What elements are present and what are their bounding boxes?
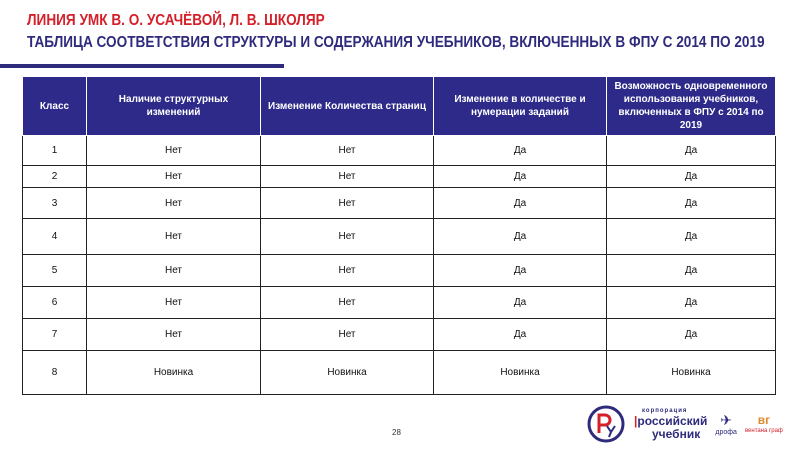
table-cell: Новинка — [261, 351, 434, 395]
table-cell: Нет — [261, 166, 434, 188]
table-row — [23, 319, 776, 351]
table-row — [23, 166, 776, 188]
table-cell: Да — [434, 188, 607, 219]
table-cell: Новинка — [434, 351, 607, 395]
table-cell: Да — [434, 166, 607, 188]
table-cell: Нет — [87, 255, 261, 287]
table-cell: Нет — [261, 287, 434, 319]
table-cell: Да — [607, 136, 776, 166]
table-cell: 1 — [23, 136, 87, 166]
table-cell: 7 — [23, 319, 87, 351]
table-cell: Нет — [87, 188, 261, 219]
table-row — [23, 188, 776, 219]
table-cell: Нет — [87, 287, 261, 319]
table-cell: Да — [607, 166, 776, 188]
table-cell: Да — [607, 255, 776, 287]
table-row — [23, 219, 776, 255]
col-header: Изменение в количестве и нумерации заданий — [434, 77, 607, 136]
table-cell: Да — [434, 136, 607, 166]
vg-mark-icon: вг — [757, 413, 771, 427]
page-number: 28 — [392, 428, 401, 437]
vg-label: вентана граф — [744, 428, 783, 434]
table-cell: Да — [607, 219, 776, 255]
table-cell: Да — [607, 188, 776, 219]
table-row — [23, 287, 776, 319]
table-cell: 5 — [23, 255, 87, 287]
table-cell: Нет — [261, 188, 434, 219]
table-cell: 4 — [23, 219, 87, 255]
drofa-logo — [715, 412, 737, 437]
table-cell: Да — [434, 255, 607, 287]
table-cell: 8 — [23, 351, 87, 395]
page-title: ЛИНИЯ УМК В. О. УСАЧЁВОЙ, Л. В. ШКОЛЯР — [27, 12, 325, 29]
brand-line2: учебник — [652, 427, 701, 441]
table-cell: Да — [434, 219, 607, 255]
col-header: Класс — [23, 77, 87, 136]
footer-logos — [586, 404, 783, 444]
table-cell: Нет — [87, 319, 261, 351]
col-header: Наличие структурных изменений — [87, 77, 261, 136]
col-header: Изменение Количества страниц — [261, 77, 434, 136]
drofa-label: дрофа — [715, 428, 737, 436]
table-cell: Нет — [261, 136, 434, 166]
table-row — [23, 136, 776, 166]
table-cell: Да — [607, 319, 776, 351]
brand-logo: корпорация |российский учебник — [634, 408, 708, 441]
table-cell: Нет — [261, 319, 434, 351]
table-cell: 6 — [23, 287, 87, 319]
divider — [0, 64, 284, 68]
table-cell: Нет — [261, 255, 434, 287]
brand-line1: российский — [637, 414, 708, 428]
table-cell: Новинка — [607, 351, 776, 395]
table-cell: Да — [607, 287, 776, 319]
drofa-bird-icon: ✈ — [720, 411, 733, 428]
comparison-table — [22, 76, 776, 395]
table-row — [23, 351, 776, 395]
table-cell: Новинка — [87, 351, 261, 395]
table-cell: Нет — [261, 219, 434, 255]
table-cell: Да — [434, 287, 607, 319]
ventana-graf-logo — [745, 413, 783, 435]
table-cell: 3 — [23, 188, 87, 219]
col-header: Возможность одновременного использования учебников, включенных в ФПУ с 2014 по 2019 — [607, 77, 776, 136]
rossiysky-uchebnik-logo-icon — [586, 404, 626, 444]
table-cell: Нет — [87, 219, 261, 255]
table-cell: Нет — [87, 136, 261, 166]
page-subtitle: ТАБЛИЦА СООТВЕТСТВИЯ СТРУКТУРЫ И СОДЕРЖАНИЯ УЧЕБНИКОВ, ВКЛЮЧЕННЫХ В ФПУ С 2014 ПО 2019 — [27, 34, 765, 51]
brand-small: корпорация — [642, 408, 688, 414]
table-row — [23, 255, 776, 287]
table-cell: Да — [434, 319, 607, 351]
table-cell: 2 — [23, 166, 87, 188]
table-cell: Нет — [87, 166, 261, 188]
table-header — [23, 77, 776, 136]
